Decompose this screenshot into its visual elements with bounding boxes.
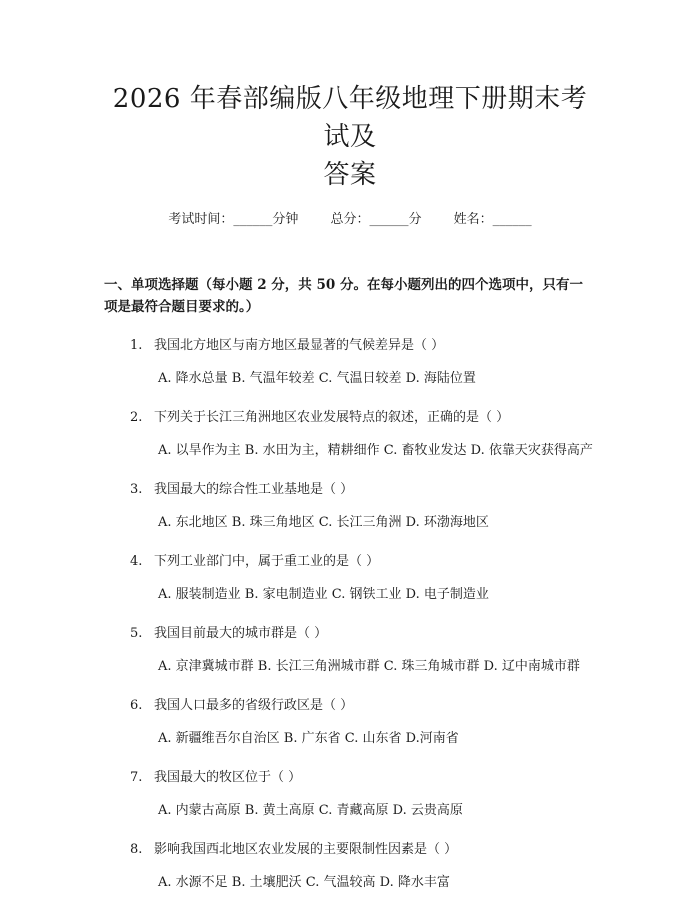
question-text: 我国最大的综合性工业基地是（ ）: [154, 482, 354, 497]
question-text: 我国北方地区与南方地区最显著的气候差异是（ ）: [154, 338, 445, 353]
title-line-1: 2026 年春部编版八年级地理下册期末考试及: [112, 84, 588, 152]
question-number: 4.: [130, 554, 143, 569]
question-number: 6.: [130, 698, 143, 713]
exam-meta: [104, 210, 596, 230]
question-stem: [104, 480, 596, 500]
total-score-field: 总分：______分: [330, 212, 422, 227]
exam-time-field: 考试时间：______分钟: [168, 212, 299, 227]
question-text: 我国人口最多的省级行政区是（ ）: [154, 698, 354, 713]
question-options: A. 京津冀城市群 B. 长江三角洲城市群 C. 珠三角城市群 D. 辽中南城市群: [158, 659, 580, 674]
question-options: A. 内蒙古高原 B. 黄土高原 C. 青藏高原 D. 云贵高原: [158, 803, 463, 818]
question-options: A. 以旱作为主 B. 水田为主，精耕细作 C. 畜牧业发达 D. 依靠天灾获得高产: [158, 443, 593, 458]
student-name-field: 姓名：______: [453, 212, 532, 227]
question-list: [104, 336, 596, 894]
question-text: 影响我国西北地区农业发展的主要限制性因素是（ ）: [154, 842, 458, 857]
question-stem: [104, 624, 596, 644]
question-stem: [104, 696, 596, 716]
question-number: 1.: [130, 338, 143, 353]
question-stem: [104, 336, 596, 356]
question-number: 7.: [130, 770, 143, 785]
question-number: 3.: [130, 482, 143, 497]
question-stem: [104, 552, 596, 572]
question-options: A. 服装制造业 B. 家电制造业 C. 钢铁工业 D. 电子制造业: [158, 587, 489, 602]
question-number: 5.: [130, 626, 143, 641]
title-line-2: 答案: [323, 160, 377, 190]
question-text: 我国目前最大的城市群是（ ）: [154, 626, 328, 641]
question-stem: [104, 768, 596, 788]
question-text: 下列工业部门中，属于重工业的是（ ）: [154, 554, 380, 569]
page-title: [104, 0, 596, 194]
question-number: 2.: [130, 410, 143, 425]
question-text: 我国最大的牧区位于（ ）: [154, 770, 302, 785]
question-options: A. 水源不足 B. 土壤肥沃 C. 气温较高 D. 降水丰富: [158, 875, 450, 890]
question-options: A. 降水总量 B. 气温年较差 C. 气温日较差 D. 海陆位置: [158, 371, 476, 386]
question-text: 下列关于长江三角洲地区农业发展特点的叙述，正确的是（ ）: [154, 410, 510, 425]
section-heading: 一、单项选择题（每小题 2 分，共 50 分。在每小题列出的四个选项中，只有一项是最符合题目要求的。）: [104, 277, 583, 315]
question-stem: [104, 840, 596, 860]
question-options: A. 东北地区 B. 珠三角地区 C. 长江三角洲 D. 环渤海地区: [158, 515, 489, 530]
question-number: 8.: [130, 842, 143, 857]
question-options: A. 新疆维吾尔自治区 B. 广东省 C. 山东省 D.河南省: [158, 731, 459, 746]
question-stem: [104, 408, 596, 428]
